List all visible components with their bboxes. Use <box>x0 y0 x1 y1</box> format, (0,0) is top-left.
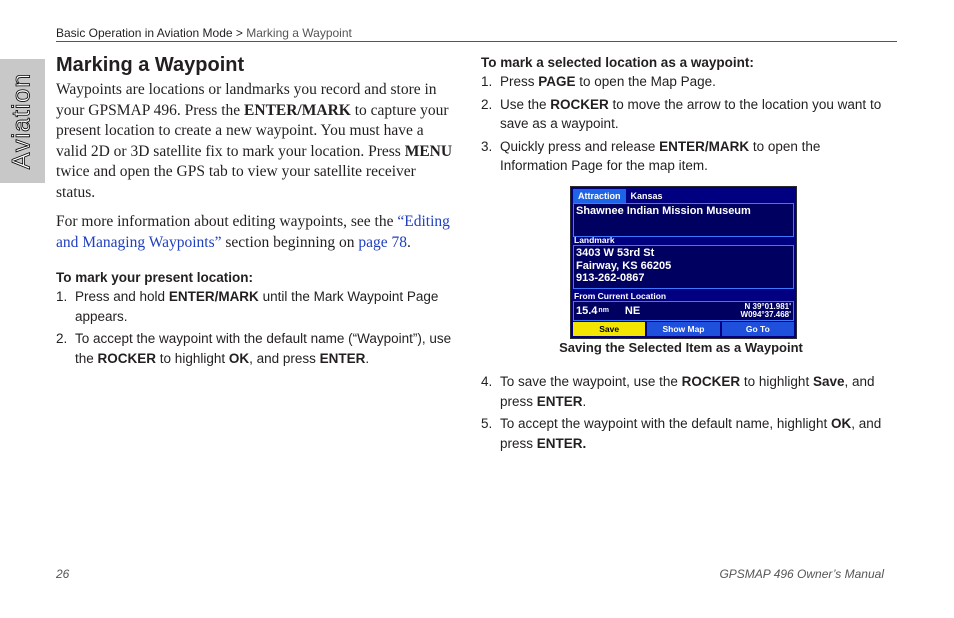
breadcrumb-separator: > <box>232 26 247 40</box>
step-number: 1. <box>56 289 68 304</box>
step-item <box>56 329 456 368</box>
screen-landmark-label: Landmark <box>574 235 615 245</box>
screen-address-phone: 913-262-0867 <box>576 272 645 284</box>
step-number: 5. <box>481 416 493 431</box>
step-key: ENTER/MARK <box>659 138 750 154</box>
screen-go-to-button[interactable]: Go To <box>722 322 794 336</box>
step-item <box>481 414 891 453</box>
intro-text-1: Waypoints are locations or landmarks you record and store in your GPSMAP 496. Press the <box>56 81 437 119</box>
screen-address-city: Fairway, KS 66205 <box>576 259 672 272</box>
step-number: 2. <box>481 96 493 112</box>
screen-distance: 15.4 <box>576 304 598 317</box>
step-key: OK <box>228 350 250 366</box>
side-tab-label: Aviation <box>7 72 36 170</box>
step-text: . <box>582 393 587 409</box>
step-item <box>481 137 891 176</box>
step-text: Quickly press and release <box>500 138 660 154</box>
screen-address-street: 3403 W 53rd St <box>576 247 655 259</box>
header-divider <box>56 41 897 42</box>
step-text: To accept the waypoint with the default name, highlight <box>500 416 831 431</box>
step-key: OK <box>830 416 852 431</box>
screen-button-bar <box>573 322 794 336</box>
step-text: Press and hold <box>75 289 169 304</box>
screen-tab-kansas[interactable]: Kansas <box>630 191 663 201</box>
step-text: , and press <box>249 350 320 366</box>
step-text: to move the arrow to the location you want to save as a waypoint. <box>500 96 882 131</box>
breadcrumb-section: Basic Operation in Aviation Mode <box>56 26 233 40</box>
step-text: to highlight <box>740 374 813 389</box>
step-text: until the Mark Waypoint Page appears. <box>75 289 439 324</box>
intro-key-enter-mark: ENTER/MARK <box>244 101 351 119</box>
screen-address-box <box>573 245 794 289</box>
step-text: . <box>365 350 370 366</box>
step-key: ROCKER <box>681 374 741 389</box>
save-waypoint-steps <box>481 372 891 456</box>
step-text: to highlight <box>156 350 229 366</box>
more-info-paragraph <box>56 212 456 253</box>
screen-from-location-label: From Current Location <box>574 291 667 301</box>
intro-text-3: twice and open the GPS tab to view your satellite receiver status. <box>56 163 416 201</box>
step-item <box>481 72 891 92</box>
more-info-middle: section beginning on <box>221 233 359 251</box>
page-78-link[interactable]: page 78 <box>358 233 408 251</box>
screen-bearing: NE <box>624 304 641 317</box>
section-side-tab <box>0 59 45 183</box>
page-title: Marking a Waypoint <box>56 54 245 76</box>
screen-coordinates <box>741 303 791 320</box>
step-number: 2. <box>56 331 68 346</box>
more-info-suffix: . <box>407 233 411 251</box>
step-text: , and press <box>500 416 882 451</box>
screen-longitude: W094°37.468' <box>740 310 791 319</box>
step-number: 1. <box>481 74 493 89</box>
gps-information-page-screenshot <box>570 186 797 339</box>
screen-poi-name-box <box>573 203 794 237</box>
intro-key-menu: MENU <box>404 142 453 160</box>
step-text: Use the <box>500 96 551 112</box>
step-text: Press <box>500 74 539 89</box>
screen-distance-unit: nm <box>598 306 609 314</box>
step-text: to open the Map Page. <box>575 74 716 89</box>
present-location-heading: To mark your present location: <box>56 270 254 285</box>
editing-waypoints-link[interactable]: “Editing and Managing Waypoints” <box>56 213 450 251</box>
intro-text-2: to capture your present location to create a new waypoint. You must have a valid 2D or 3D satellite fix to mark your location. Press <box>56 101 449 160</box>
step-item <box>481 372 891 411</box>
step-key: ENTER <box>319 350 366 366</box>
step-text: To save the waypoint, use the <box>500 374 682 389</box>
present-location-steps <box>56 287 456 368</box>
screen-save-button[interactable]: Save <box>573 322 645 336</box>
breadcrumb-current: Marking a Waypoint <box>246 26 352 40</box>
screen-show-map-button[interactable]: Show Map <box>647 322 719 336</box>
manual-title: GPSMAP 496 Owner’s Manual <box>719 567 884 581</box>
step-text: To accept the waypoint with the default name (“Waypoint”), use the <box>75 331 452 366</box>
screen-poi-name: Shawnee Indian Mission Museum <box>576 205 751 217</box>
screen-distance-box <box>573 301 794 321</box>
selected-location-heading: To mark a selected location as a waypoint: <box>481 55 754 70</box>
step-text: , and press <box>500 374 875 409</box>
page-number: 26 <box>56 567 70 581</box>
step-text: to open the Information Page for the map item. <box>500 138 821 173</box>
step-number: 4. <box>481 374 493 389</box>
step-key: ROCKER <box>97 350 157 366</box>
screen-tabs <box>573 189 668 203</box>
screen-tab-attraction[interactable]: Attraction <box>573 189 626 203</box>
step-key: ENTER/MARK <box>168 289 259 304</box>
step-item <box>481 95 891 134</box>
step-key: Save <box>812 374 845 389</box>
step-key: PAGE <box>538 74 576 89</box>
left-column <box>56 52 456 371</box>
step-number: 3. <box>481 138 493 154</box>
more-info-prefix: For more information about editing waypoints, see the <box>56 213 398 230</box>
step-key: ROCKER <box>550 96 609 112</box>
step-key: ENTER <box>536 393 583 409</box>
screen-latitude: N 39°01.981' <box>744 301 791 311</box>
step-item <box>56 287 456 326</box>
selected-location-steps <box>481 72 891 176</box>
breadcrumb <box>56 26 352 40</box>
figure-caption: Saving the Selected Item as a Waypoint <box>559 340 803 355</box>
step-key: ENTER. <box>536 435 587 451</box>
intro-paragraph <box>56 80 456 203</box>
